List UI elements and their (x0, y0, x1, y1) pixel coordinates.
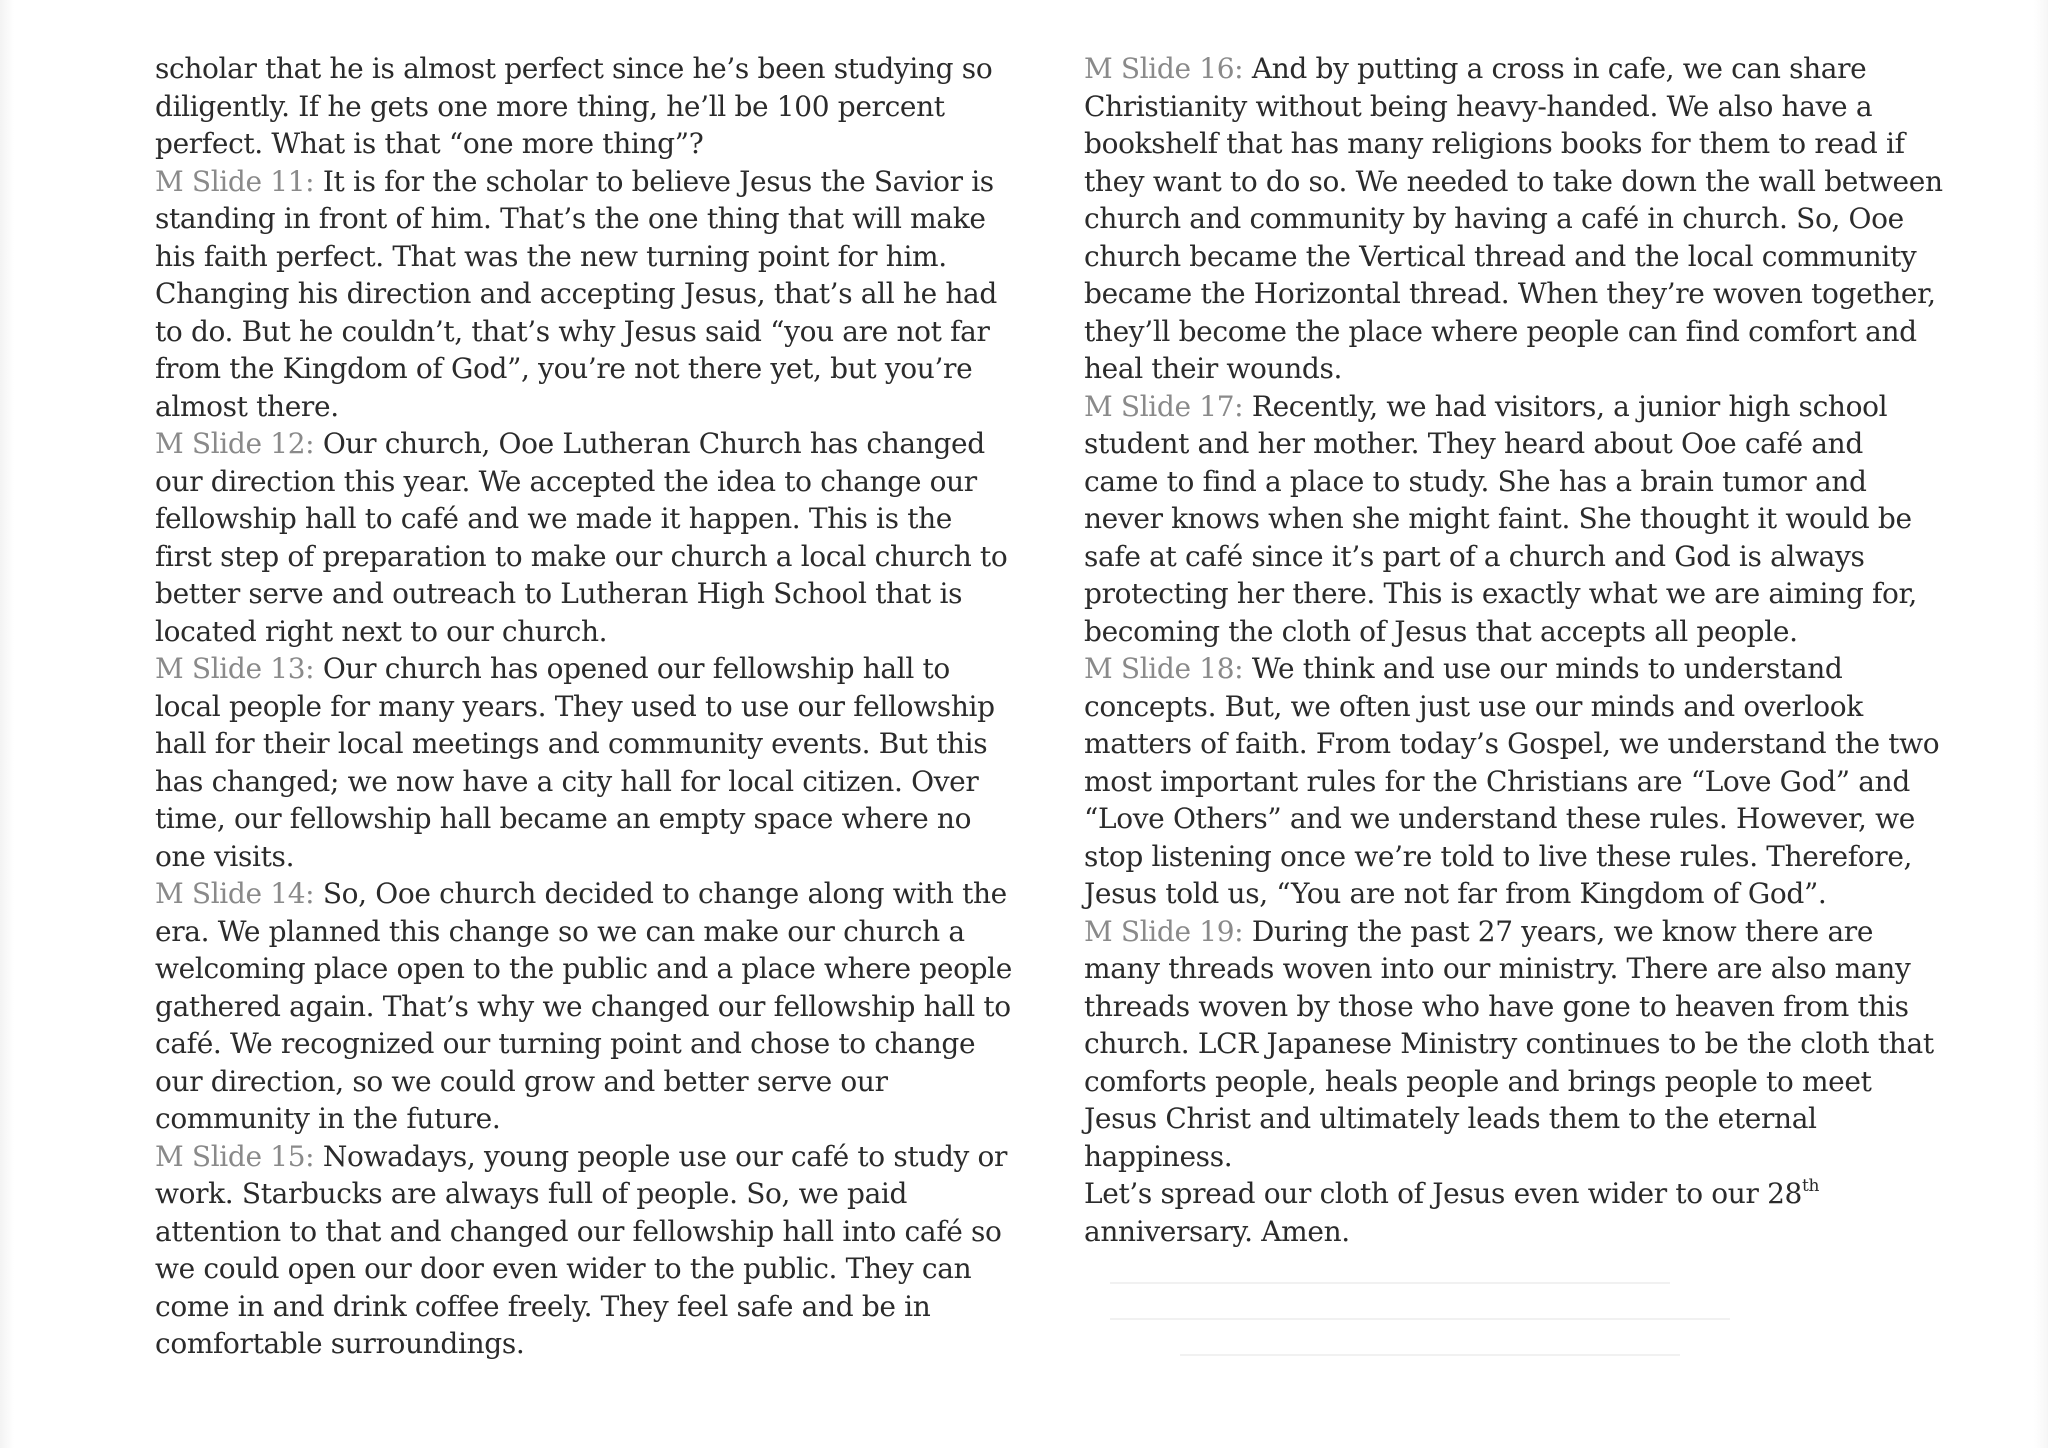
paragraph-text: It is for the scholar to believe Jesus the Savior is standing in front of him. That’s the one thing that will make his faith perfect. That was the new turning point for him. Changing his direction and accepting Jesus, that’s all he had to do. But he couldn’t, that’s why Jesus said “you are not far from the Kingdom of God”, you’re not there yet, but you’re almost there. (155, 164, 997, 423)
ordinal-suffix: th (1802, 1176, 1820, 1196)
paragraph-text: Let’s spread our cloth of Jesus even wider to our 28 (1084, 1177, 1803, 1210)
paragraph-text: anniversary. Amen. (1084, 1214, 1350, 1248)
paragraph-text: And by putting a cross in cafe, we can share Christianity without being heavy-handed. We also have a bookshelf that has many religions books for them to read if they want to do so. We needed to take down the wall between church and community by having a café in church. So, Ooe church became the Vertical thread and the local community became the Horizontal thread. When they’re woven together, they’ll become the place where people can find comfort and heal their wounds. (1084, 52, 1943, 385)
paragraph-text: scholar that he is almost perfect since he’s been studying so diligently. If he gets one more thing, he’ll be 100 percent perfect. What is that “one more thing”? (155, 52, 993, 160)
left-column (155, 50, 1015, 1363)
paragraph-slide-14 (155, 875, 1015, 1138)
paragraph-intro (155, 50, 1015, 163)
paragraph-text: Nowadays, young people use our café to study or work. Starbucks are always full of people. So, we paid attention to that and changed our fellowship hall into café so we could open our door even wider to the public. They can come in and drink coffee freely. They feel safe and be in comfortable surroundings. (155, 1139, 1008, 1360)
right-column (1084, 50, 1944, 1250)
slide-label: M Slide 17: (1084, 389, 1244, 423)
paragraph-text: Our church has opened our fellowship hall to local people for many years. They used to use our fellowship hall for their local meetings and community events. But this has changed; we now have a city hall for local citizen. Over time, our fellowship hall became an empty space where no one visits. (155, 652, 995, 873)
slide-label: M Slide 18: (1084, 652, 1244, 685)
paragraph-slide-11 (155, 163, 1015, 426)
paragraph-slide-18 (1084, 650, 1944, 913)
paragraph-closing (1084, 1175, 1944, 1250)
paragraph-text: So, Ooe church decided to change along with the era. We planned this change so we can make our church a welcoming place open to the public and a place where people gathered again. That’s why we changed our fellowship hall to café. We recognized our turning point and chose to change our direction, so we could grow and better serve our community in the future. (155, 877, 1012, 1135)
paragraph-slide-15 (155, 1138, 1015, 1363)
slide-label: M Slide 11: (155, 164, 315, 198)
paragraph-text: During the past 27 years, we know there are many threads woven into our ministry. There are also many threads woven by those who have gone to heaven from this church. LCR Japanese Ministry continues to be the cloth that comforts people, heals people and brings people to meet Jesus Christ and ultimately leads them to the eternal happiness. (1084, 914, 1934, 1173)
paragraph-slide-17 (1084, 388, 1944, 651)
slide-label: M Slide 15: (155, 1139, 315, 1173)
slide-label: M Slide 13: (155, 652, 315, 685)
slide-label: M Slide 16: (1084, 52, 1244, 85)
bleed-through-line (1180, 1354, 1680, 1356)
paragraph-text: Recently, we had visitors, a junior high school student and her mother. They heard about Ooe café and came to find a place to study. She has a brain tumor and never knows when she might faint. She thought it would be safe at café since it’s part of a church and God is always protecting her there. This is exactly what we are aiming for, becoming the cloth of Jesus that accepts all people. (1084, 389, 1917, 648)
slide-label: M Slide 14: (155, 877, 315, 910)
paragraph-slide-13 (155, 650, 1015, 875)
scan-edge-left (0, 0, 14, 1448)
paragraph-slide-19 (1084, 913, 1944, 1176)
paragraph-slide-12 (155, 425, 1015, 650)
scan-edge-right (2034, 0, 2048, 1448)
bleed-through-line (1110, 1318, 1730, 1320)
bleed-through-line (1110, 1282, 1670, 1284)
slide-label: M Slide 19: (1084, 914, 1244, 948)
paragraph-slide-16 (1084, 50, 1944, 388)
paragraph-text: We think and use our minds to understand concepts. But, we often just use our minds and overlook matters of faith. From today’s Gospel, we understand the two most important rules for the Christians are “Love God” and “Love Others” and we understand these rules. However, we stop listening once we’re told to live these rules. Therefore, Jesus told us, “You are not far from Kingdom of God”. (1084, 652, 1940, 910)
paragraph-text: Our church, Ooe Lutheran Church has changed our direction this year. We accepted the idea to change our fellowship hall to café and we made it happen. This is the first step of preparation to make our church a local church to better serve and outreach to Lutheran High School that is located right next to our church. (155, 427, 1008, 648)
slide-label: M Slide 12: (155, 427, 315, 460)
